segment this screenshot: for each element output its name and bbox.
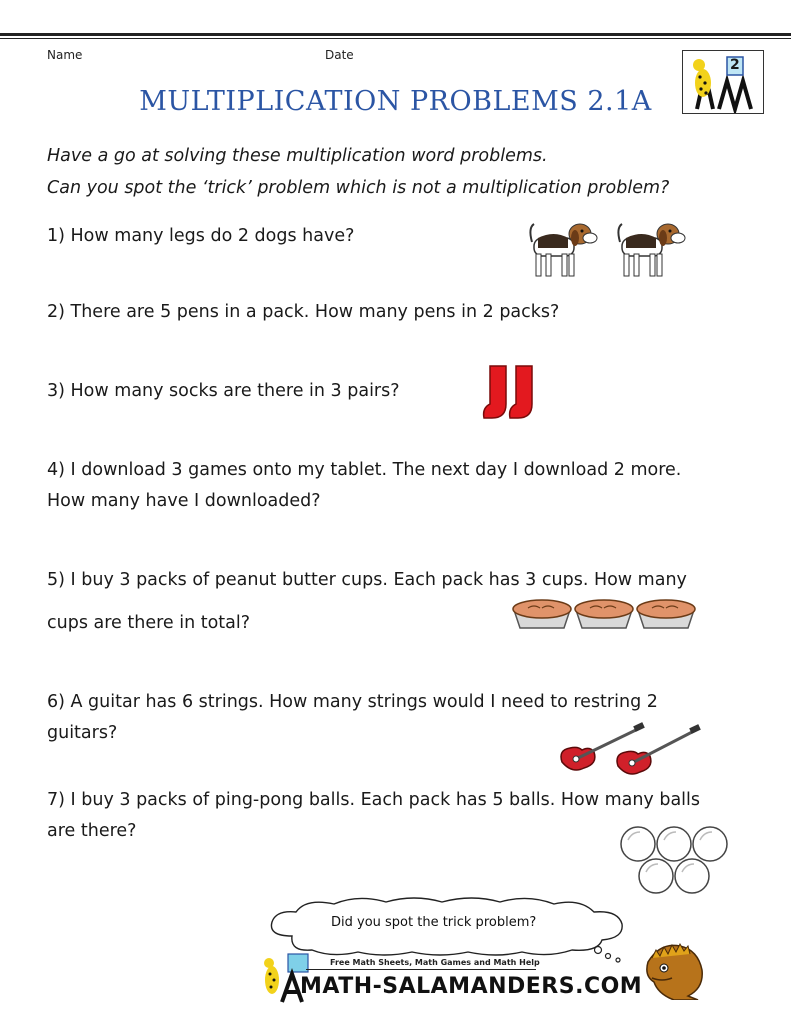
question-1-text: 1) How many legs do 2 dogs have? xyxy=(47,226,355,246)
footer-brand[interactable]: MATH-SALAMANDERS.COM xyxy=(300,974,643,999)
question-7-line-1: 7) I buy 3 packs of ping-pong balls. Each pack has 5 balls. How many balls xyxy=(47,790,701,810)
question-4-line-1: 4) I download 3 games onto my tablet. The next day I download 2 more. xyxy=(47,460,682,480)
guitar-icon xyxy=(612,722,702,778)
question-3-text: 3) How many socks are there in 3 pairs? xyxy=(47,381,400,401)
question-5-line-2: cups are there in total? xyxy=(47,613,251,633)
question-1 xyxy=(47,221,354,252)
cloud-text: Did you spot the trick problem? xyxy=(331,915,537,930)
intro-line-1: Have a go at solving these multiplication word problems. xyxy=(47,146,548,166)
question-6-line-1: 6) A guitar has 6 strings. How many strings would I need to restring 2 xyxy=(47,692,658,712)
dog-icon xyxy=(612,218,688,280)
thought-cloud xyxy=(262,896,638,966)
footer-divider xyxy=(306,969,536,970)
question-2-text: 2) There are 5 pens in a pack. How many pens in 2 packs? xyxy=(47,302,560,322)
logo-badge: 2 xyxy=(730,57,740,73)
question-2 xyxy=(47,297,559,328)
page-title: MULTIPLICATION PROBLEMS 2.1A xyxy=(139,86,652,117)
socks-icon xyxy=(480,364,548,422)
question-5-line-1: 5) I buy 3 packs of peanut butter cups. Each pack has 3 cups. How many xyxy=(47,570,687,590)
top-rule xyxy=(0,33,791,36)
question-4 xyxy=(47,455,681,517)
salamander-icon xyxy=(640,936,710,1000)
question-6-line-2: guitars? xyxy=(47,723,118,743)
intro-line-2: Can you spot the ‘trick’ problem which is not a multiplication problem? xyxy=(47,178,670,198)
top-rule-thin xyxy=(0,38,791,39)
footer-tagline: Free Math Sheets, Math Games and Math Help xyxy=(330,958,540,967)
date-label: Date xyxy=(325,48,354,62)
question-7-line-2: are there? xyxy=(47,821,137,841)
question-3 xyxy=(47,376,400,407)
dog-icon xyxy=(524,218,600,280)
name-label: Name xyxy=(47,48,83,62)
question-7 xyxy=(47,785,700,847)
ping-pong-balls-icon xyxy=(618,822,730,898)
question-4-line-2: How many have I downloaded? xyxy=(47,491,321,511)
peanut-butter-cups-icon xyxy=(512,598,696,632)
